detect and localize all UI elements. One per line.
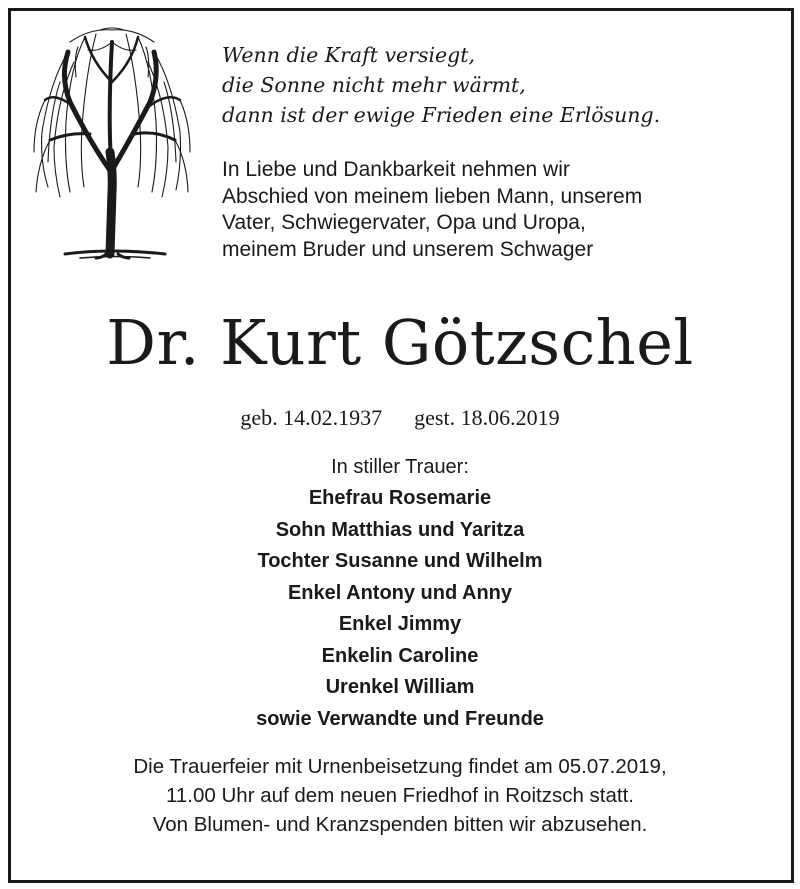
farewell-intro: [222, 157, 782, 263]
mourner-entry: Urenkel William: [325, 676, 475, 698]
mourner-entry: Sohn Matthias und Yaritza: [275, 518, 525, 541]
mourner-entry: Enkelin Caroline: [321, 644, 479, 667]
mourner-entry: sowie Verwandte und Freunde: [256, 707, 544, 730]
deceased-name: Dr. Kurt Götzschel: [106, 306, 694, 379]
intro-line: In Liebe und Dankbarkeit nehmen wir: [222, 158, 570, 181]
funeral-service-info: [0, 752, 800, 839]
service-line: Von Blumen- und Kranzspenden bitten wir abzusehen.: [152, 813, 648, 836]
mourner-entry: Enkel Antony und Anny: [287, 581, 513, 604]
service-line: Die Trauerfeier mit Urnenbeisetzung findet am 05.07.2019,: [133, 755, 667, 778]
intro-line: Vater, Schwiegervater, Opa und Uropa,: [222, 211, 586, 234]
mourners-list: [0, 452, 800, 735]
service-line: 11.00 Uhr auf dem neuen Friedhof in Roitzsch statt.: [166, 784, 634, 807]
intro-line: Abschied von meinem lieben Mann, unserem: [222, 184, 643, 208]
mourner-entry: Ehefrau Rosemarie: [308, 487, 492, 509]
poem-quote: [222, 40, 782, 130]
quote-line: Wenn die Kraft versiegt,: [222, 43, 476, 67]
weeping-tree-icon: [30, 22, 195, 262]
mourners-intro: In stiller Trauer:: [331, 456, 469, 478]
mourner-entry: Tochter Susanne und Wilhelm: [257, 550, 543, 572]
death-date: gest. 18.06.2019: [414, 405, 560, 430]
intro-line: meinem Bruder und unserem Schwager: [222, 237, 594, 261]
quote-line: die Sonne nicht mehr wärmt,: [222, 73, 526, 97]
life-dates: [0, 403, 800, 433]
mourner-entry: Enkel Jimmy: [338, 613, 462, 635]
birth-date: geb. 14.02.1937: [240, 405, 383, 430]
quote-line: dann ist der ewige Frieden eine Erlösung.: [222, 103, 661, 127]
